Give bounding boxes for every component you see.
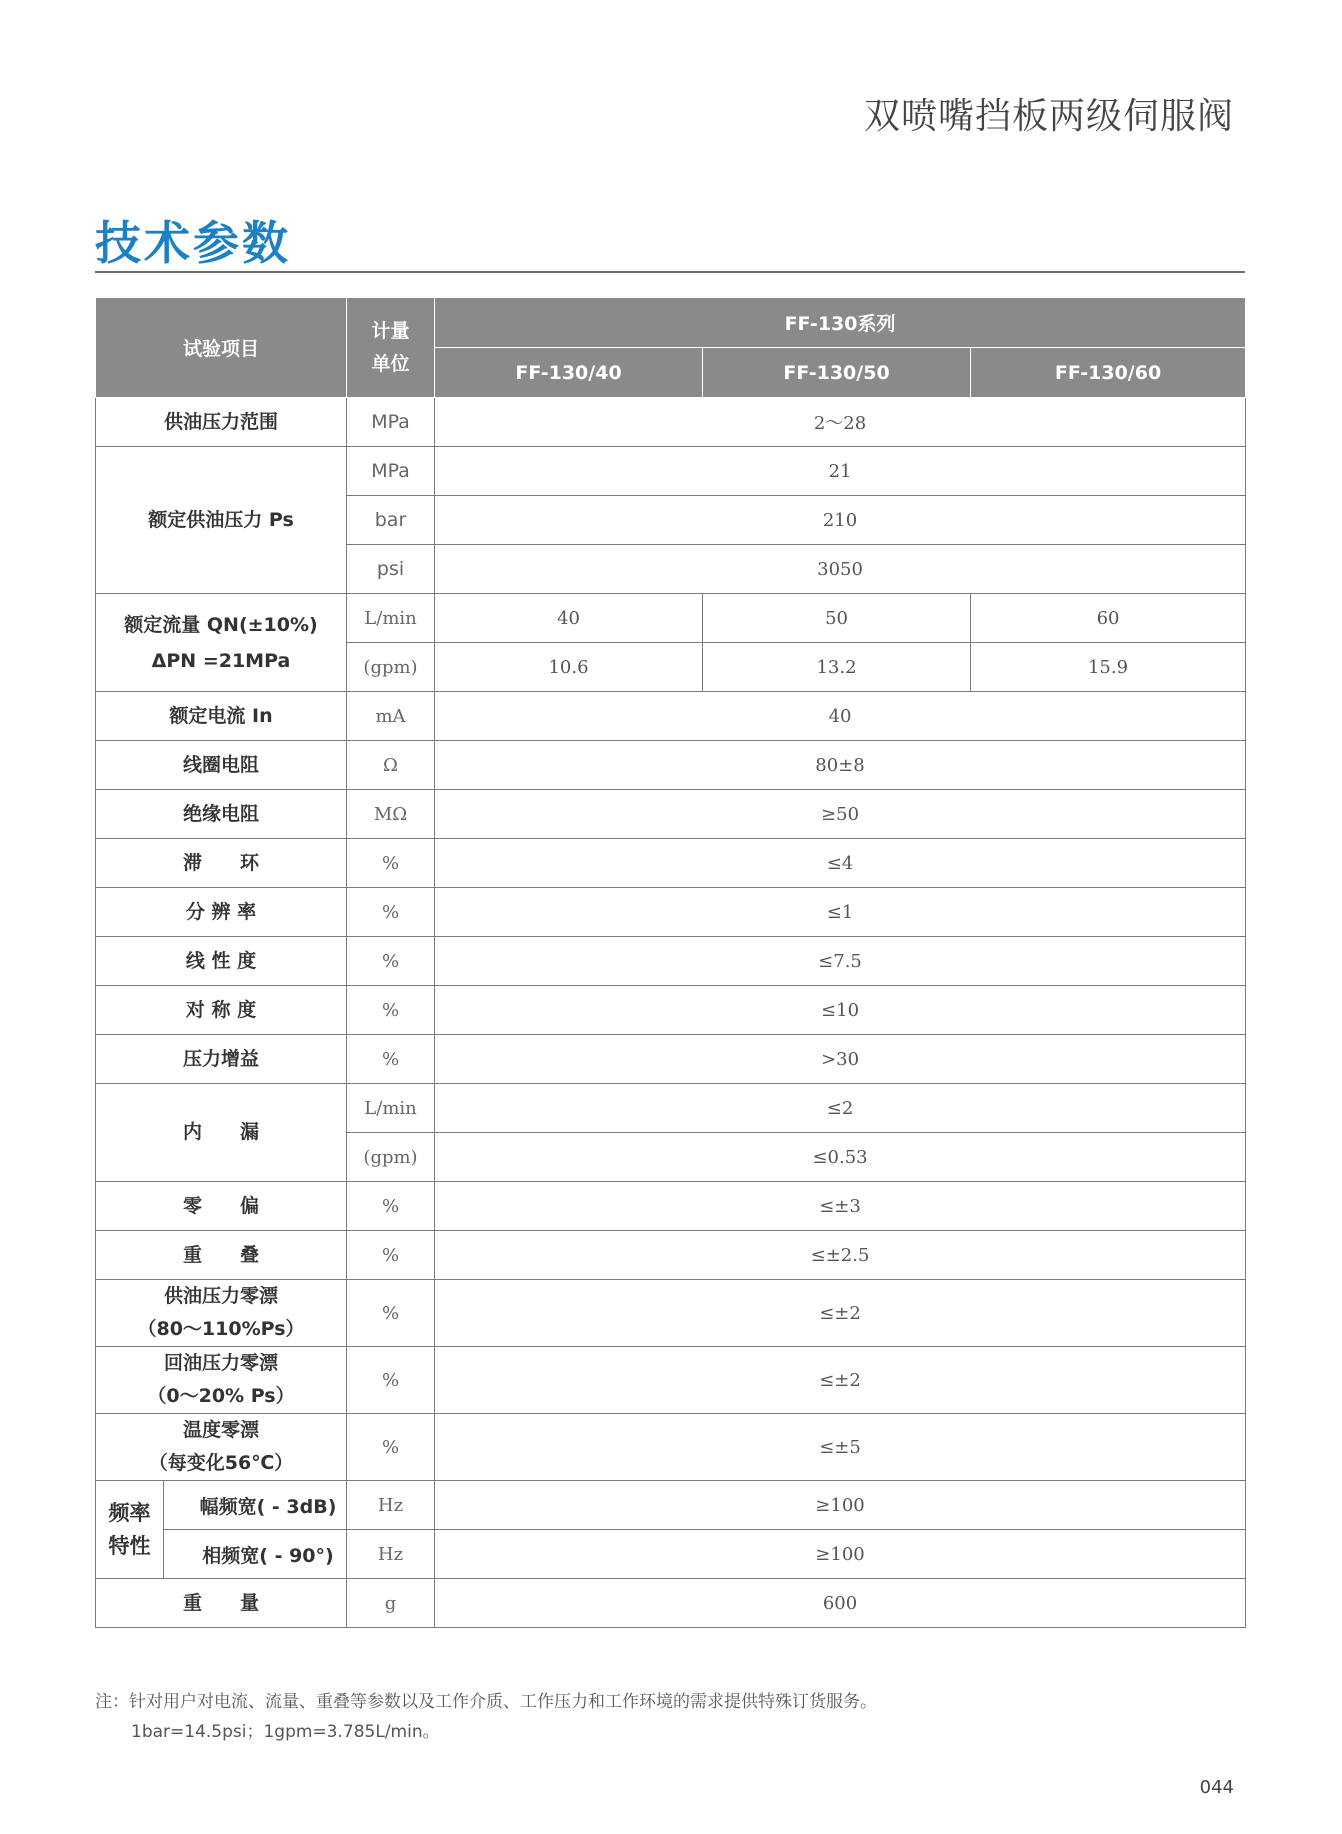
table-row <box>96 1280 1246 1347</box>
table-row <box>96 1579 1246 1628</box>
spec-table <box>95 297 1246 1628</box>
row-value: ≤4 <box>435 839 1246 888</box>
row-value: ≤7.5 <box>435 937 1246 986</box>
row-unit: psi <box>347 545 435 594</box>
section-divider <box>95 271 1245 273</box>
row-unit: % <box>347 1414 435 1481</box>
row-label: 绝缘电阻 <box>96 790 347 839</box>
row-label: 分 辨 率 <box>96 888 347 937</box>
row-value: ≤0.53 <box>435 1133 1246 1182</box>
row-unit: MΩ <box>347 790 435 839</box>
row-label <box>96 1414 347 1481</box>
header-item: 试验项目 <box>96 298 347 398</box>
footnote-line-2: 1bar=14.5psi；1gpm=3.785L/min。 <box>131 1722 440 1742</box>
table-row <box>96 1414 1246 1481</box>
row-value: ≤±3 <box>435 1182 1246 1231</box>
row-unit: % <box>347 1035 435 1084</box>
row-value: ≥100 <box>435 1530 1246 1579</box>
row-label: 零 偏 <box>96 1182 347 1231</box>
row-unit: % <box>347 1280 435 1347</box>
table-row <box>96 790 1246 839</box>
row-value: 40 <box>435 692 1246 741</box>
row-unit: (gpm) <box>347 1133 435 1182</box>
header-unit-label: 计量单位 <box>371 319 410 375</box>
row-label: 滞 环 <box>96 839 347 888</box>
row-unit: Hz <box>347 1530 435 1579</box>
row-label <box>96 594 347 692</box>
row-unit: Ω <box>347 741 435 790</box>
row-value: 2～28 <box>435 398 1246 447</box>
phase-bandwidth-label: 相频宽( - 90°) <box>164 1530 347 1579</box>
supply-drift-label-2: （80～110%Ps） <box>137 1318 305 1340</box>
row-value: ≤2 <box>435 1084 1246 1133</box>
row-value: 40 <box>435 594 703 643</box>
row-value: 210 <box>435 496 1246 545</box>
header-unit <box>347 298 435 398</box>
frequency-group-label <box>96 1481 164 1579</box>
header-model-3: FF-130/60 <box>971 348 1246 398</box>
row-unit: % <box>347 1231 435 1280</box>
row-value: ≤10 <box>435 986 1246 1035</box>
row-unit: Hz <box>347 1481 435 1530</box>
header-series: FF-130系列 <box>435 298 1246 348</box>
row-value: 10.6 <box>435 643 703 692</box>
row-label: 对 称 度 <box>96 986 347 1035</box>
row-unit: g <box>347 1579 435 1628</box>
rated-flow-label-1: 额定流量 QN(±10%) <box>124 613 318 636</box>
row-unit: (gpm) <box>347 643 435 692</box>
table-row <box>96 839 1246 888</box>
row-unit: mA <box>347 692 435 741</box>
row-value: 3050 <box>435 545 1246 594</box>
footnote-line-1: 注：针对用户对电流、流量、重叠等参数以及工作介质、工作压力和工作环境的需求提供特殊订货服务。 <box>95 1692 877 1712</box>
table-row <box>96 888 1246 937</box>
header-model-2: FF-130/50 <box>703 348 971 398</box>
row-value: ≤1 <box>435 888 1246 937</box>
table-row <box>96 594 1246 643</box>
row-unit: L/min <box>347 594 435 643</box>
row-label: 线圈电阻 <box>96 741 347 790</box>
row-value: ≥100 <box>435 1481 1246 1530</box>
table-row <box>96 986 1246 1035</box>
rated-flow-label-2: ΔPN =21MPa <box>151 649 291 672</box>
row-value: 21 <box>435 447 1246 496</box>
table-row <box>96 1035 1246 1084</box>
table-row <box>96 741 1246 790</box>
return-drift-label-1: 回油压力零漂 <box>164 1352 279 1374</box>
table-row <box>96 447 1246 496</box>
amplitude-bandwidth-label: 幅频宽( - 3dB) <box>164 1481 347 1530</box>
row-value: 60 <box>971 594 1246 643</box>
row-value: ≤±2.5 <box>435 1231 1246 1280</box>
row-unit: bar <box>347 496 435 545</box>
row-unit: % <box>347 1182 435 1231</box>
supply-drift-label-1: 供油压力零漂 <box>164 1285 279 1307</box>
section-title: 技术参数 <box>95 216 291 270</box>
row-value: 13.2 <box>703 643 971 692</box>
table-row <box>96 1481 1246 1530</box>
row-label: 额定供油压力 Ps <box>96 447 347 594</box>
page-number: 044 <box>1199 1777 1234 1798</box>
row-unit: % <box>347 1347 435 1414</box>
row-value: ≤±2 <box>435 1280 1246 1347</box>
row-value: 15.9 <box>971 643 1246 692</box>
row-label <box>96 1280 347 1347</box>
table-row <box>96 1182 1246 1231</box>
table-row <box>96 1231 1246 1280</box>
header-model-1: FF-130/40 <box>435 348 703 398</box>
row-label: 重 量 <box>96 1579 347 1628</box>
table-row <box>96 398 1246 447</box>
row-unit: L/min <box>347 1084 435 1133</box>
row-value: 80±8 <box>435 741 1246 790</box>
row-value: >30 <box>435 1035 1246 1084</box>
temp-drift-label-2: （每变化56℃） <box>148 1452 294 1474</box>
row-label: 供油压力范围 <box>96 398 347 447</box>
row-label: 内 漏 <box>96 1084 347 1182</box>
header-row <box>96 298 1246 348</box>
row-label: 线 性 度 <box>96 937 347 986</box>
row-unit: % <box>347 888 435 937</box>
footnote <box>95 1687 877 1747</box>
row-unit: MPa <box>347 398 435 447</box>
frequency-group-line-2: 特性 <box>108 1533 151 1558</box>
table-row <box>96 1530 1246 1579</box>
row-label <box>96 1347 347 1414</box>
row-value: ≤±5 <box>435 1414 1246 1481</box>
row-value: 50 <box>703 594 971 643</box>
table-row <box>96 1347 1246 1414</box>
row-unit: % <box>347 937 435 986</box>
table-row <box>96 1084 1246 1133</box>
row-unit: % <box>347 986 435 1035</box>
temp-drift-label-1: 温度零漂 <box>183 1419 260 1441</box>
product-title: 双喷嘴挡板两级伺服阀 <box>863 96 1234 137</box>
frequency-group-line-1: 频率 <box>108 1500 151 1525</box>
row-label: 压力增益 <box>96 1035 347 1084</box>
return-drift-label-2: （0～20% Ps） <box>147 1385 295 1407</box>
table-row <box>96 937 1246 986</box>
row-value: ≥50 <box>435 790 1246 839</box>
row-label: 重 叠 <box>96 1231 347 1280</box>
row-value: ≤±2 <box>435 1347 1246 1414</box>
row-label: 额定电流 In <box>96 692 347 741</box>
table-row <box>96 692 1246 741</box>
row-unit: MPa <box>347 447 435 496</box>
row-value: 600 <box>435 1579 1246 1628</box>
row-unit: % <box>347 839 435 888</box>
